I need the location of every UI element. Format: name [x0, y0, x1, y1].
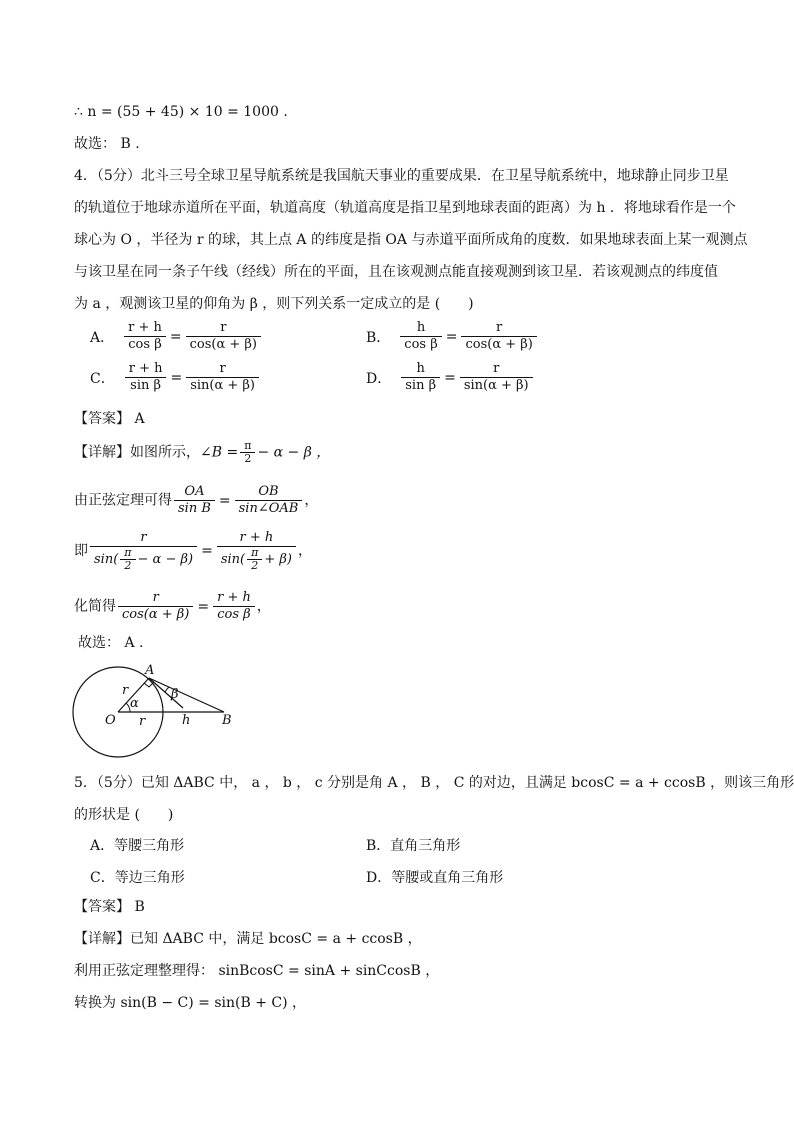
- frac-den: sin B: [178, 501, 211, 516]
- choose-answer-line: 故选： B .: [74, 136, 140, 152]
- text: ，: [256, 598, 271, 615]
- math-text: + β): [264, 552, 292, 567]
- frac-num: π: [247, 547, 262, 560]
- q4-ji-line: 即 r sin( $\frac{\pi}{2}$ − α − β) = r + h sin( $\frac{\pi}{2}$ + β) ，: [74, 530, 312, 572]
- q4-option-c: C． $\frac{r + h}{\text{sin β}}$ = $\frac{r}{\sin(\alpha + \beta)}$: [90, 361, 261, 394]
- frac-den: cos β: [128, 337, 162, 352]
- q5-option-a: [90, 835, 184, 855]
- frac-den: [90, 547, 197, 572]
- q5-option-d: [366, 867, 503, 887]
- label-beta: β: [171, 687, 179, 702]
- solution-result-line: ∴ n = (55 + 45) × 10 = 1000 .: [74, 104, 288, 120]
- text: ，: [304, 492, 319, 509]
- frac-num: h: [400, 320, 441, 337]
- option-label: A．: [90, 838, 115, 854]
- beta-arc: [165, 687, 169, 692]
- option-label: A．: [90, 329, 115, 346]
- q5-detail-line-3: 转换为 sin(B − C) = sin(B + C) ，: [74, 995, 306, 1011]
- label-h: h: [182, 713, 191, 728]
- frac-den: cos β: [404, 337, 438, 352]
- option-text: 等腰三角形: [114, 838, 185, 854]
- q5-answer: 【答案】 B: [74, 899, 145, 915]
- q5-option-b: [366, 835, 460, 855]
- frac-num: π: [240, 440, 255, 453]
- label-b: B: [222, 713, 232, 728]
- detail-label: 【详解】如图所示，: [74, 444, 200, 461]
- frac-num: r: [186, 320, 261, 337]
- label-r-ob: r: [139, 714, 146, 729]
- frac-num: r: [461, 320, 536, 337]
- frac-num: r + h: [217, 530, 296, 547]
- frac-num: h: [401, 361, 440, 378]
- q4-detail-line: [74, 440, 330, 465]
- frac-den: sin β: [405, 378, 437, 393]
- frac-num: r: [90, 530, 197, 547]
- text: 由正弦定理可得: [74, 492, 172, 509]
- q5-stem-line-2: 的形状是 ( ): [74, 807, 174, 823]
- math-text: − α − β ，: [257, 444, 331, 461]
- q4-answer: 【答案】 A: [74, 411, 145, 427]
- option-label: B．: [366, 838, 391, 854]
- q5-stem-line-1: 5．（5分）已知 ΔABC 中， a ， b ， c 分别是角 A ， B ， C 的对边，且满足 bcosC = a + ccosB ，则该三角形: [74, 775, 794, 791]
- option-label: C．: [90, 370, 115, 387]
- q4-choose-line: 故选： A .: [78, 635, 144, 651]
- frac-num: OA: [174, 484, 215, 501]
- q4-option-b: B． $\frac{h}{\text{cos β}}$ = $\frac{r}{\cos(\alpha + \beta)}$: [366, 320, 539, 353]
- q4-stem-line-2: 的轨道位于地球赤道所在平面，轨道高度（轨道高度是指卫星到地球表面的距离）为 h ．将地球看作是一个: [74, 200, 736, 216]
- earth-satellite-diagram: [60, 660, 260, 760]
- frac-den: sin(α + β): [463, 378, 529, 393]
- frac-num: r + h: [124, 320, 166, 337]
- label-r-oa: r: [122, 683, 129, 698]
- q4-stem-line-1: 4．（5分）北斗三号全球卫星导航系统是我国航天事业的重要成果．在卫星导航系统中，地球静止同步卫星: [74, 168, 729, 184]
- q5-detail-line-1: 【详解】已知 ΔABC 中，满足 bcosC = a + ccosB ，: [74, 931, 422, 947]
- q4-stem-line-4: 与该卫星在同一条子午线（经线）所在的平面，且在该观测点能直接观测到该卫星．若该观测点的纬度值: [74, 264, 718, 280]
- frac-num: OB: [235, 484, 303, 501]
- frac-num: r: [118, 590, 193, 607]
- frac-den: 2: [251, 559, 259, 572]
- option-text: 直角三角形: [390, 838, 461, 854]
- frac-den: sin β: [130, 378, 162, 393]
- label-a: A: [145, 663, 155, 678]
- text: 即: [74, 543, 88, 559]
- math-text: sin(: [220, 552, 246, 567]
- text: ，: [297, 543, 312, 559]
- q4-sine-law-line: 由正弦定理可得 $\frac{OA}{\text{sin B}}$ = $\frac{OB}{\text{sin∠OAB}}$ ，: [74, 484, 319, 516]
- option-label: C．: [90, 870, 115, 886]
- option-label: B．: [366, 329, 391, 346]
- label-alpha: α: [130, 696, 139, 711]
- math-text: ∠B =: [200, 444, 239, 461]
- q4-simplify-line: 化简得 $\frac{r}{\cos(\alpha + \beta)}$ = $\frac{r + h}{\text{cos β}}$ ，: [74, 590, 271, 622]
- label-o: O: [105, 713, 116, 728]
- frac-den: [217, 547, 296, 572]
- math-text: − α − β): [137, 552, 194, 567]
- frac-den: 2: [244, 452, 252, 465]
- text: 化简得: [74, 598, 116, 615]
- frac-num: π: [120, 547, 135, 560]
- frac-den: cos β: [217, 607, 251, 622]
- q4-stem-line-3: 球心为 O ，半径为 r 的球，其上点 A 的纬度是指 OA 与赤道平面所成角的度数．如果地球表面上某一观测点: [74, 232, 748, 248]
- frac-num: r + h: [213, 590, 255, 607]
- q5-option-c: [90, 867, 185, 887]
- frac-num: r + h: [125, 361, 167, 378]
- option-text: 等腰或直角三角形: [391, 870, 504, 886]
- frac-num: r: [460, 361, 533, 378]
- frac-den: cos(α + β): [189, 337, 257, 352]
- option-text: 等边三角形: [114, 870, 185, 886]
- q4-option-d: D． $\frac{h}{\text{sin β}}$ = $\frac{r}{\sin(\alpha + \beta)}$: [366, 361, 535, 394]
- frac-den: 2: [124, 559, 132, 572]
- option-label: D．: [366, 870, 392, 886]
- frac-num: r: [186, 361, 259, 378]
- q5-detail-line-2: 利用正弦定理整理得： sinBcosC = sinA + sinCcosB ，: [74, 963, 440, 979]
- q4-stem-line-5: 为 a ，观测该卫星的仰角为 β ，则下列关系一定成立的是 ( ): [74, 296, 474, 312]
- frac-den: cos(α + β): [465, 337, 533, 352]
- q4-option-a: A． $\frac{r + h}{\text{cos β}}$ = $\frac{r}{\cos(\alpha + \beta)}$: [90, 320, 263, 353]
- math-text: sin(: [94, 552, 119, 567]
- frac-den: sin∠OAB: [238, 501, 299, 516]
- frac-den: cos(α + β): [122, 607, 190, 622]
- frac-den: sin(α + β): [190, 378, 255, 393]
- option-label: D．: [366, 370, 392, 387]
